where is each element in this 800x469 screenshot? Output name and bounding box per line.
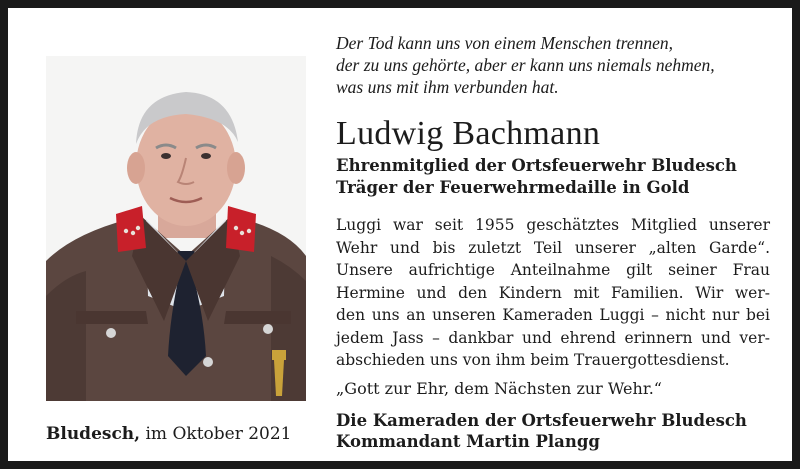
tribute-line: Unsere aufrichtige Anteilnahme gilt seiner Frau — [336, 261, 770, 279]
tribute-text — [336, 214, 770, 372]
signature-line: Die Kameraden der Ortsfeuerwehr Bludesch — [336, 411, 747, 430]
tribute-line: Wehr und bis zuletzt Teil unserer „alten Garde“. — [336, 238, 770, 257]
fire-brigade-motto: „Gott zur Ehr, dem Nächsten zur Wehr.“ — [336, 379, 662, 398]
deceased-name: Ludwig Bachmann — [336, 115, 601, 152]
date-text: im Oktober 2021 — [145, 424, 292, 444]
memorial-quote — [336, 32, 715, 98]
tribute-line: Hermine und den Kindern mit Familien. Wir wer- — [336, 283, 770, 302]
portrait-photo — [46, 56, 306, 401]
quote-line: was uns mit ihm verbunden hat. — [336, 77, 559, 97]
quote-line: der zu uns gehörte, aber er kann uns niemals nehmen, — [336, 55, 715, 75]
title-line: Träger der Feuerwehrmedaille in Gold — [336, 178, 690, 197]
signature-line: Kommandant Martin Plangg — [336, 432, 600, 451]
place-and-date — [46, 424, 292, 444]
tribute-line: Luggi war seit 1955 geschätztes Mitglied unserer — [336, 216, 770, 234]
honor-titles — [336, 155, 737, 199]
tribute-line: jedem Jass – dankbar und ehrend erinnern und ver- — [336, 328, 770, 347]
tribute-line: den uns an unseren Kameraden Luggi – nicht nur bei — [336, 306, 770, 324]
place-name: Bludesch, — [46, 424, 141, 444]
tribute-line: abschieden uns von ihm beim Trauergottesdienst. — [336, 351, 730, 369]
signature-block — [336, 410, 747, 452]
title-line: Ehrenmitglied der Ortsfeuerwehr Bludesch — [336, 156, 737, 175]
quote-line: Der Tod kann uns von einem Menschen trennen, — [336, 33, 673, 53]
